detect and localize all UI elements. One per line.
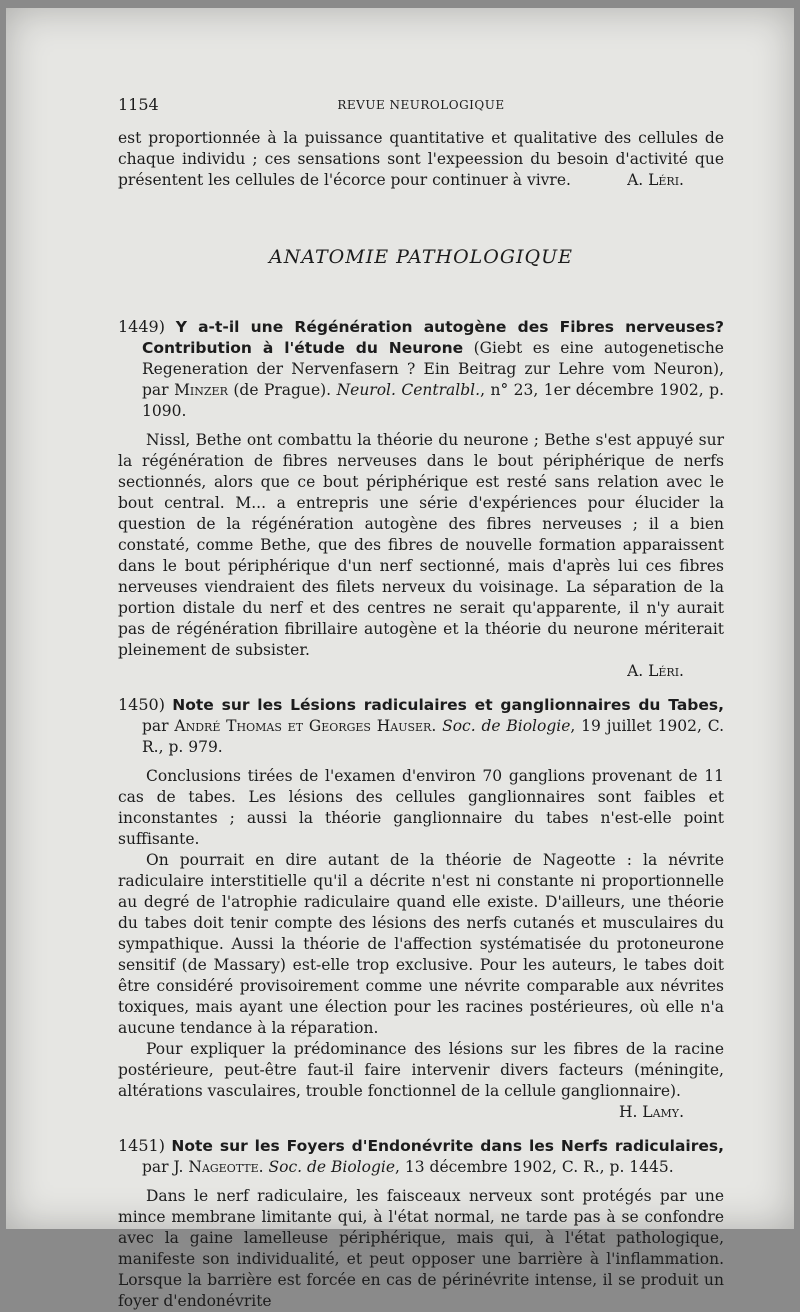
entry-source-details: , 19 juillet 1902, C. R., p. 979.: [142, 717, 724, 756]
entry-title: Note sur les Lésions radiculaires et ganglionnaires du Tabes,: [172, 696, 724, 714]
entry-source-details: , 13 décembre 1902, C. R., p. 1445.: [395, 1158, 674, 1176]
entry-paragraph: Conclusions tirées de l'examen d'environ 70 ganglions provenant de 11 cas de tabes. Les lésions des cellules ganglionnaires sont faibles et inconstantes ; aussi la théorie ganglionnaire du tabes n'est-elle point suffisante.: [118, 767, 724, 848]
entry-source-details: , n° 23, 1er décembre 1902, p. 1090.: [142, 381, 725, 420]
intro-signature: A. Léri.: [627, 171, 684, 189]
entry-title: Note sur les Foyers d'Endonévrite dans les Nerfs radiculaires,: [171, 1137, 724, 1155]
entry-source: Neurol. Centralbl.: [336, 381, 481, 399]
entry-heading: [118, 316, 724, 422]
entry-byline: par J.: [142, 1158, 184, 1176]
page: [6, 8, 794, 1310]
entry-paragraph: On pourrait en dire autant de la théorie de Nageotte : la névrite radiculaire interstitielle qu'il a décrite n'est ni constante ni proportionnelle au degré de l'atrophie radiculaire quand elle existe. D'ailleurs, une théorie du tabes doit tenir compte des lésions des nerfs cutanés et musculaires du sympathique. Aussi la théorie de l'affection systématisée du protoneurone sensitif (de Massary) est-elle trop exclusive. Pour les auteurs, le tabes doit être considéré provisoirement comme une névrite comparable aux névrites toxiques, mais ayant une élection pour les racines postérieures, où elle n'a aucune tendance à la réparation.: [118, 851, 724, 1037]
entry-author: Nageotte.: [188, 1158, 264, 1176]
entry-paragraph: Pour expliquer la prédominance des lésions sur les fibres de la racine postérieure, peut-être faut-il faire intervenir divers facteurs (méningite, altérations vasculaires, trouble fonctionnel de la cellule ganglionnaire).: [118, 1040, 724, 1100]
entry-number: 1451): [118, 1136, 165, 1155]
entry-author: André Thomas et Georges Hauser.: [174, 717, 437, 735]
entry-1450: [118, 694, 724, 1123]
intro-paragraph: [118, 128, 724, 191]
entry-title: Y a-t-il une Régénération autogène des Fibres nerveuses? Contribution à l'étude du Neurone: [142, 318, 724, 357]
entry-author-place: (de Prague).: [233, 381, 332, 399]
entry-paragraph: Dans le nerf radiculaire, les faisceaux nerveux sont protégés par une mince membrane limitante qui, à l'état normal, ne tarde pas à se confondre avec la gaine lamelleuse périphérique, mais qui, à l'état pathologique, manifeste son individualité, et peut opposer une barrière à l'inflammation. Lorsque la barrière est forcée en cas de périnévrite intense, il se produit un foyer d'endonévrite: [118, 1187, 724, 1310]
running-head: [118, 94, 724, 118]
entry-heading: [118, 1135, 724, 1178]
entry-source: Soc. de Biologie: [268, 1158, 396, 1176]
entry-1449: [118, 316, 724, 682]
section-title: ANATOMIE PATHOLOGIQUE: [268, 246, 574, 268]
entry-heading: [118, 694, 724, 758]
page-content: [118, 90, 724, 1312]
entry-number: 1449): [118, 317, 165, 336]
page-number: 1154: [118, 95, 159, 114]
journal-title: REVUE NEUROLOGIQUE: [337, 98, 505, 112]
entry-paragraph: Nissl, Bethe ont combattu la théorie du neurone ; Bethe s'est appuyé sur la régénération de fibres nerveuses dans le bout périphérique de nerfs sectionnés, alors que ce bout périphérique est resté sans relation avec le bout central. M... a entrepris une série d'expériences pour élucider la question de la régénération autogène des fibres nerveuses ; il a bien constaté, comme Bethe, que des fibres de nouvelle formation apparaissent dans le bout périphérique d'un nerf sectionné, mais d'après lui ces fibres nerveuses viendraient des filets nerveux du voisinage. La séparation de la portion distale du nerf et des centres ne serait qu'apparente, il n'y aurait pas de régénération fibrillaire autogène et la théorie du neurone mériterait pleinement de subsister.: [118, 431, 724, 659]
entry-subtitle: (Giebt es eine autogenetische Regeneration der Nervenfasern ? Ein Beitrag zur Lehre vom Neuron), par: [142, 339, 724, 399]
entry-signature: H. Lamy.: [618, 1103, 684, 1121]
entry-1451: [118, 1135, 724, 1312]
intro-text: est proportionnée à la puissance quantitative et qualitative des cellules de chaque individu ; ces sensations sont l'expeession du besoin d'activité que présentent les cellules de l'écorce pour continuer à vivre.: [118, 129, 724, 189]
entry-byline: par: [142, 717, 169, 735]
entry-number: 1450): [118, 695, 165, 714]
entry-signature: A. Léri.: [627, 662, 684, 680]
entry-author: Minzer: [174, 381, 228, 399]
entry-source: Soc. de Biologie: [442, 717, 571, 735]
